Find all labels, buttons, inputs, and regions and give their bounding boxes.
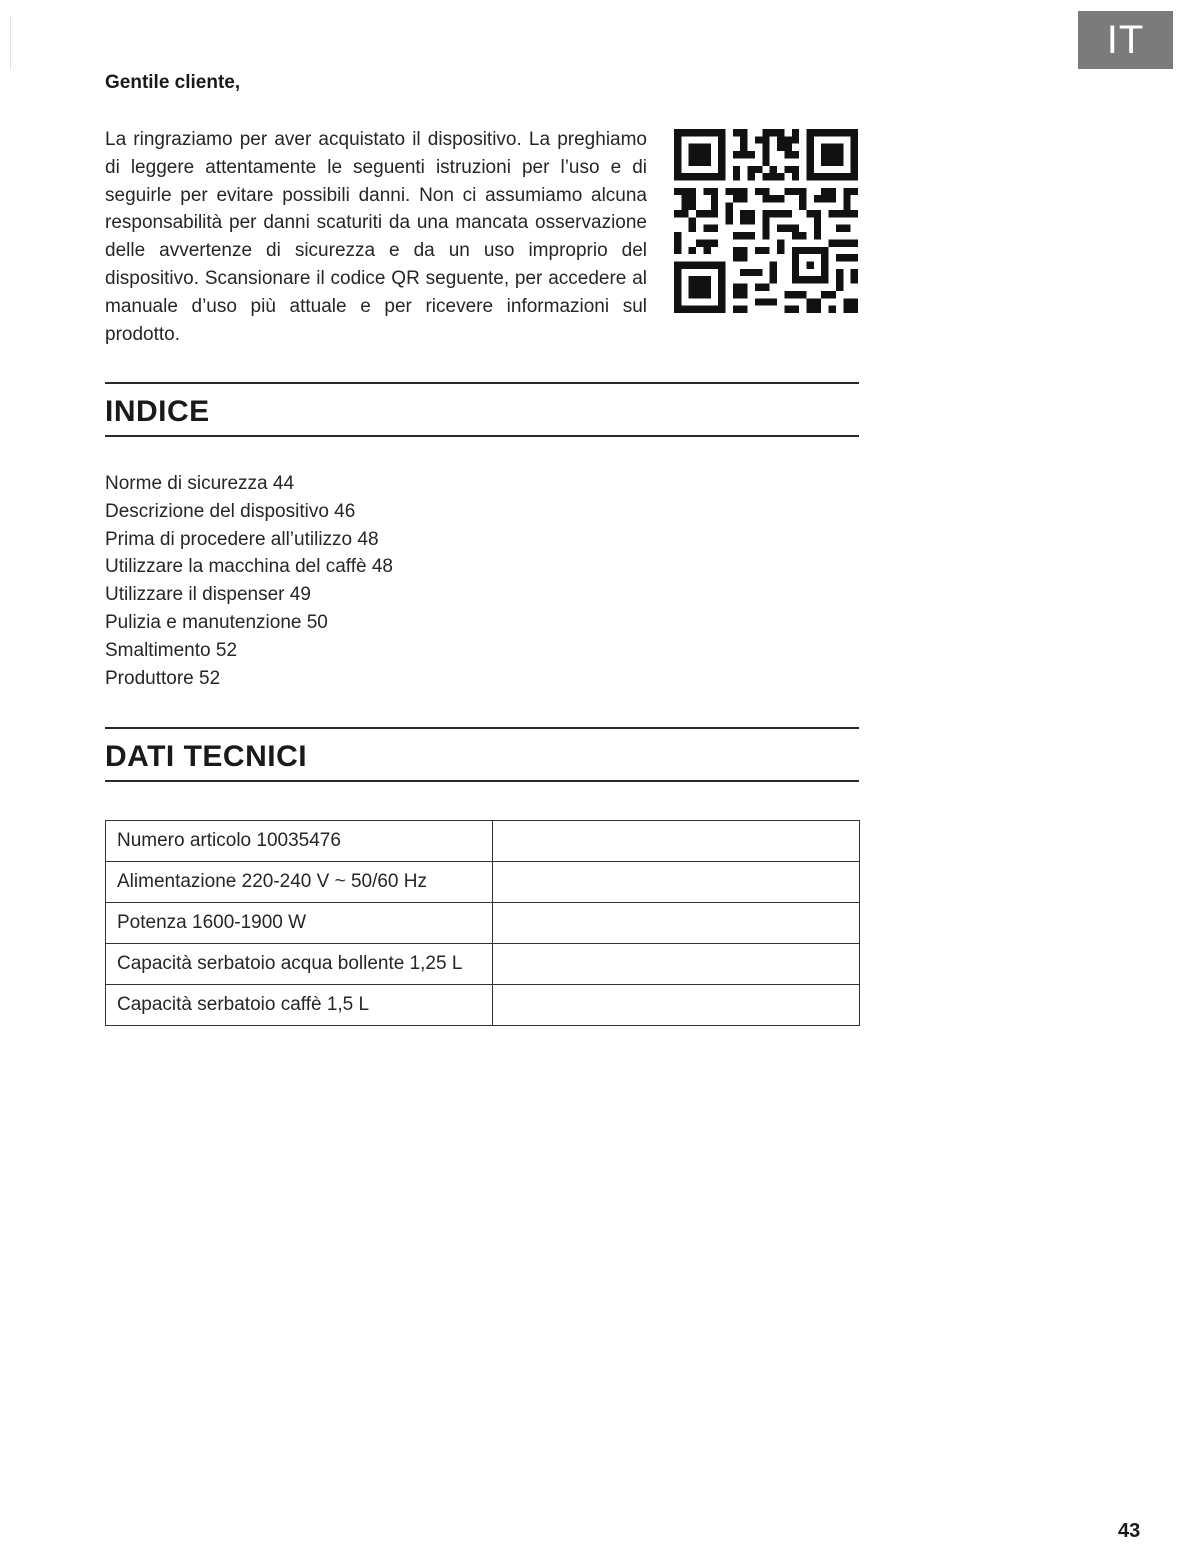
tech-data-top-rule <box>105 727 859 729</box>
index-bottom-rule <box>105 435 859 437</box>
spec-label: Capacità serbatoio acqua bollente 1,25 L <box>106 944 493 985</box>
table-of-contents <box>105 470 393 692</box>
table-row <box>106 944 860 985</box>
toc-item: Norme di sicurezza 44 <box>105 473 295 494</box>
toc-item: Utilizzare il dispenser 49 <box>105 584 311 606</box>
tech-data-bottom-rule <box>105 780 859 782</box>
spec-value-cell <box>493 862 860 903</box>
table-row <box>106 985 860 1026</box>
spec-value-cell <box>493 944 860 985</box>
page-number: 43 <box>1118 1520 1141 1542</box>
index-top-rule <box>105 382 859 384</box>
intro-text: La ringraziamo per aver acquistato il dispositivo. La preghiamo di leggere attentamente le seguenti istruzioni per l’uso e di seguirle per evitare possibili danni. Non ci assumiamo alcuna responsabilità per danni scaturiti da una mancata osservazione delle avvertenze di sicurezza e da un uso improprio del dispositivo. Scansionare il codice QR seguente, per accedere al manuale d’uso più attuale e per ricevere informazioni sul prodotto. <box>105 129 647 345</box>
index-title: INDICE <box>105 395 210 428</box>
toc-item: Smaltimento 52 <box>105 639 238 661</box>
tech-data-title: DATI TECNICI <box>105 740 308 773</box>
toc-item: Produttore 52 <box>105 667 221 689</box>
tech-data-table <box>105 820 860 1026</box>
spec-label: Alimentazione 220-240 V ~ 50/60 Hz <box>106 862 493 903</box>
spec-label: Potenza 1600-1900 W <box>106 903 493 944</box>
spec-value-cell <box>493 903 860 944</box>
spec-label: Numero articolo 10035476 <box>106 821 493 862</box>
toc-item: Pulizia e manutenzione 50 <box>105 611 328 633</box>
table-row <box>106 821 860 862</box>
spec-value-cell <box>493 985 860 1026</box>
qr-code-icon <box>674 129 858 313</box>
page-edge-line <box>10 15 11 70</box>
spec-label: Capacità serbatoio caffè 1,5 L <box>106 985 493 1026</box>
table-row <box>106 862 860 903</box>
spec-value-cell <box>493 821 860 862</box>
toc-item: Utilizzare la macchina del caffè 48 <box>105 556 393 578</box>
greeting: Gentile cliente, <box>105 72 241 93</box>
toc-item: Descrizione del dispositivo 46 <box>105 500 356 522</box>
table-row <box>106 903 860 944</box>
toc-item: Prima di procedere all’utilizzo 48 <box>105 528 379 550</box>
language-tab: IT <box>1078 11 1173 69</box>
